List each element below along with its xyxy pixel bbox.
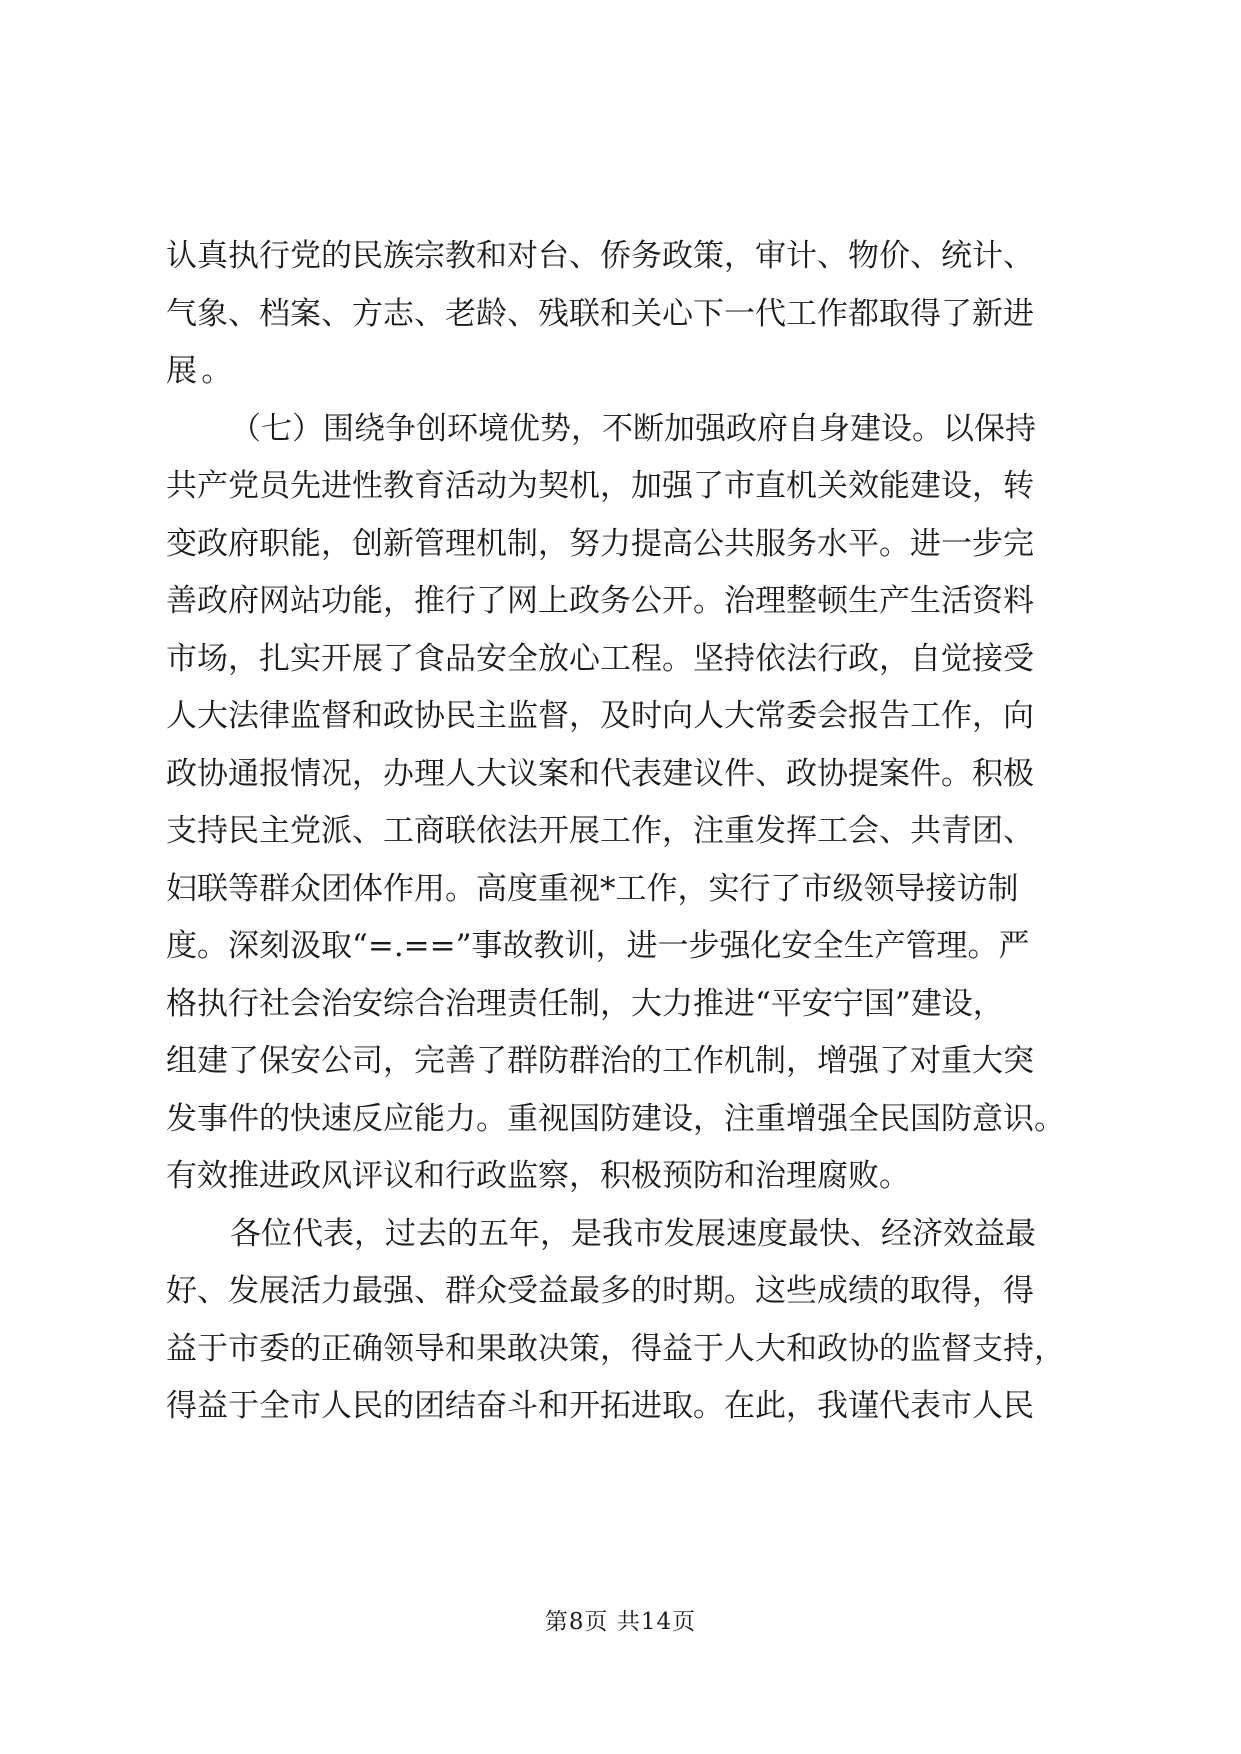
text-line: 有效推进政风评议和行政监察，积极预防和治理腐败。 [166, 1158, 910, 1194]
text-line: 政协通报情况，办理人大议案和代表建议件、政协提案件。积极 [166, 755, 1034, 792]
text-line: 善政府网站功能，推行了网上政务公开。治理整顿生产生活资料 [166, 583, 1034, 619]
text-line: 组建了保安公司，完善了群防群治的工作机制，增强了对重大突 [166, 1043, 1034, 1079]
text-line: 变政府职能，创新管理机制，努力提高公共服务水平。进一步完 [166, 525, 1034, 562]
text-line: 发事件的快速反应能力。重视国防建设，注重增强全民国防意识。 [166, 1100, 1065, 1137]
text-line: 好、发展活力最强、群众受益最多的时期。这些成绩的取得，得 [166, 1273, 1034, 1309]
text-line: 共产党员先进性教育活动为契机，加强了市直机关效能建设，转 [166, 468, 1034, 504]
text-line: 得益于全市人民的团结奋斗和开拓进取。在此，我谨代表市人民 [166, 1388, 1034, 1424]
page-footer: 第8页 共14页 [544, 1609, 697, 1635]
text-line: 气象、档案、方志、老龄、残联和关心下一代工作都取得了新进 [166, 295, 1034, 332]
text-line: 支持民主党派、工商联依法开展工作，注重发挥工会、共青团、 [166, 813, 1034, 849]
text-line: （七）围绕争创环境优势，不断加强政府自身建设。以保持 [230, 410, 1036, 447]
text-line: 各位代表，过去的五年，是我市发展速度最快、经济效益最 [230, 1215, 1036, 1252]
text-line: 展。 [166, 353, 237, 389]
body-text [166, 228, 1086, 1436]
text-line: 人大法律监督和政协民主监督，及时向人大常委会报告工作，向 [166, 698, 1034, 734]
text-line: 认真执行党的民族宗教和对台、侨务政策，审计、物价、统计、 [166, 238, 1034, 274]
text-line: 妇联等群众团体作用。高度重视*工作，实行了市级领导接访制 [166, 870, 1019, 907]
text-line: 市场，扎实开展了食品安全放心工程。坚持依法行政，自觉接受 [166, 640, 1034, 677]
text-line: 格执行社会治安综合治理责任制，大力推进“平安宁国”建设， [166, 985, 1004, 1022]
text-line: 度。深刻汲取“=.==”事故教训，进一步强化安全生产管理。严 [166, 928, 1030, 964]
text-line: 益于市委的正确领导和果敢决策，得益于人大和政协的监督支持， [166, 1330, 1065, 1367]
